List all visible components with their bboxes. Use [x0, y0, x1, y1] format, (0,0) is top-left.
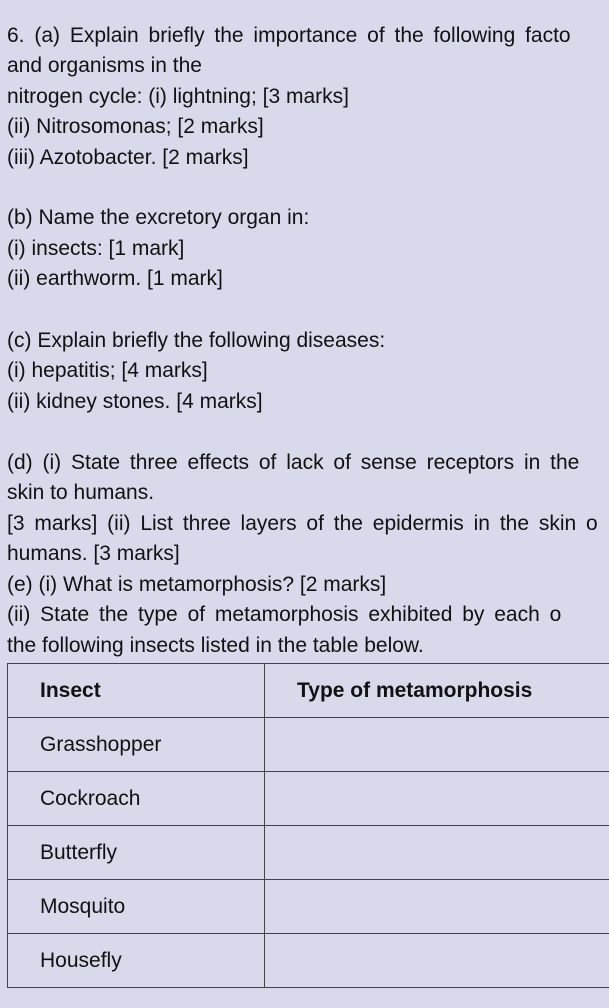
table-row — [8, 718, 609, 772]
question-6c-part-i: (i) hepatitis; [4 marks] — [7, 359, 208, 382]
question-6d-line-4: humans. [3 marks] — [7, 542, 180, 565]
header-type-of-metamorphosis: Type of metamorphosis — [265, 664, 609, 718]
insect-cell: Grasshopper — [8, 718, 265, 772]
metamorphosis-answer-cell[interactable] — [265, 826, 609, 880]
question-6b-part-i: (i) insects: [1 mark] — [7, 237, 185, 260]
metamorphosis-answer-cell[interactable] — [265, 772, 609, 826]
question-6b-line-1: (b) Name the excretory organ in: — [7, 206, 310, 229]
metamorphosis-answer-cell[interactable] — [265, 934, 609, 988]
question-6d-line-2: skin to humans. — [7, 481, 155, 504]
question-6e-part-ii-line-2: the following insects listed in the table below. — [7, 634, 424, 657]
question-6e-part-i: (e) (i) What is metamorphosis? [2 marks] — [7, 573, 387, 596]
table-row — [8, 880, 609, 934]
metamorphosis-answer-cell[interactable] — [265, 880, 609, 934]
question-6a-part-ii: (ii) Nitrosomonas; [2 marks] — [7, 115, 264, 138]
question-6e-part-ii-line-1: (ii) State the type of metamorphosis exhibited by each o — [7, 603, 562, 626]
question-6c-part-ii: (ii) kidney stones. [4 marks] — [7, 390, 263, 413]
question-6a-part-iii: (iii) Azotobacter. [2 marks] — [7, 146, 249, 169]
header-insect: Insect — [8, 664, 265, 718]
metamorphosis-answer-cell[interactable] — [265, 718, 609, 772]
metamorphosis-table — [7, 663, 609, 988]
insect-cell: Mosquito — [8, 880, 265, 934]
table-row — [8, 934, 609, 988]
question-6c-line-1: (c) Explain briefly the following diseases: — [7, 329, 386, 352]
question-6d-line-3: [3 marks] (ii) List three layers of the epidermis in the skin o — [7, 512, 598, 535]
question-6d-line-1: (d) (i) State three effects of lack of sense receptors in the — [7, 451, 580, 474]
insect-cell: Housefly — [8, 934, 265, 988]
question-6a-line-3: nitrogen cycle: (i) lightning; [3 marks] — [7, 85, 349, 108]
question-6a-line-1: 6. (a) Explain briefly the importance of the following facto — [7, 24, 571, 47]
question-6a-line-2: and organisms in the — [7, 54, 202, 77]
table-row — [8, 826, 609, 880]
table-header-row — [8, 664, 609, 718]
insect-cell: Cockroach — [8, 772, 265, 826]
table-row — [8, 772, 609, 826]
insect-cell: Butterfly — [8, 826, 265, 880]
question-6b-part-ii: (ii) earthworm. [1 mark] — [7, 267, 223, 290]
